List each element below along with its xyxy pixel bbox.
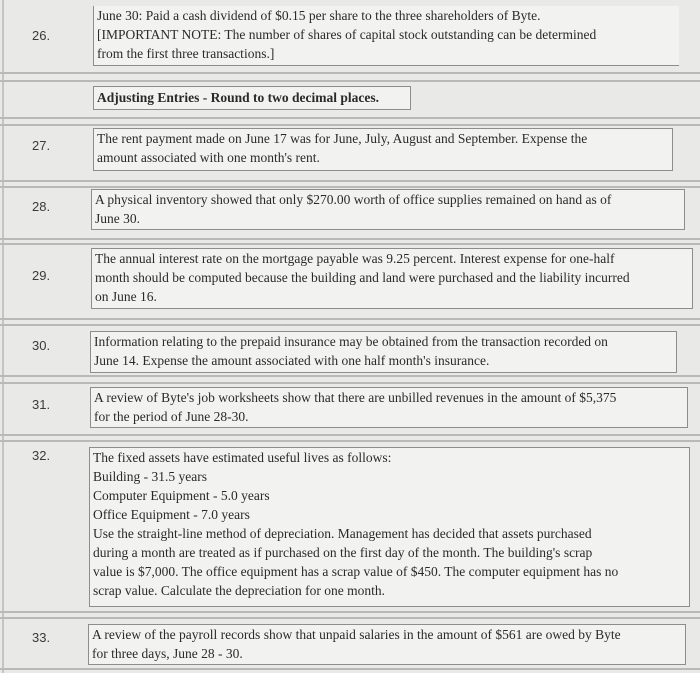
item-text-line: A review of Byte's job worksheets show that there are unbilled revenues in the amount of $5,375	[94, 390, 617, 405]
item-text-box	[91, 248, 693, 309]
item-number: 26.	[32, 28, 51, 43]
item-text-line: [IMPORTANT NOTE: The number of shares of capital stock outstanding can be determined	[97, 27, 597, 42]
row-divider	[0, 72, 700, 74]
row-divider	[0, 324, 700, 326]
row-divider	[0, 80, 700, 82]
item-number: 32.	[32, 448, 51, 463]
item-text-line: Use the straight-line method of depreciation. Management has decided that assets purchased	[93, 526, 592, 541]
row-divider	[0, 382, 700, 384]
item-text-box	[88, 624, 686, 665]
item-text-box	[89, 447, 690, 607]
row-divider	[0, 238, 700, 240]
item-text-line: on June 16.	[95, 289, 157, 304]
row-divider	[0, 617, 700, 619]
row-divider	[0, 124, 700, 126]
row-divider	[0, 375, 700, 377]
item-text-line: The rent payment made on June 17 was for June, July, August and September. Expense the	[97, 131, 588, 146]
row-divider	[0, 180, 700, 182]
item-text-line: month should be computed because the building and land were purchased and the liability incurred	[95, 270, 630, 285]
item-text-line: amount associated with one month's rent.	[97, 150, 320, 165]
item-text-line: scrap value. Calculate the depreciation for one month.	[93, 583, 386, 598]
item-text-line: Information relating to the prepaid insurance may be obtained from the transaction recorded on	[94, 334, 608, 349]
row-divider	[0, 117, 700, 119]
item-text-box	[93, 6, 679, 66]
row-divider	[0, 318, 700, 320]
row-divider	[0, 668, 700, 670]
item-text-line: June 14. Expense the amount associated with one half month's insurance.	[94, 353, 490, 368]
left-border	[2, 0, 4, 673]
item-number: 28.	[32, 199, 51, 214]
item-number: 29.	[32, 268, 51, 283]
item-text-box	[90, 331, 677, 373]
item-text-line: The fixed assets have estimated useful lives as follows:	[93, 450, 392, 465]
item-text-line: The annual interest rate on the mortgage payable was 9.25 percent. Interest expense for one-half	[95, 251, 615, 266]
item-number: 33.	[32, 630, 51, 645]
item-text-line: A review of the payroll records show that unpaid salaries in the amount of $561 are owed by Byte	[92, 627, 621, 642]
item-number: 30.	[32, 338, 51, 353]
item-text-line: value is $7,000. The office equipment has a scrap value of $450. The computer equipment has no	[93, 564, 619, 579]
item-text-line: Computer Equipment - 5.0 years	[93, 488, 270, 503]
item-text-box	[91, 189, 685, 230]
row-divider	[0, 440, 700, 442]
item-text-line: Office Equipment - 7.0 years	[93, 507, 250, 522]
section-header: Adjusting Entries - Round to two decimal places.	[93, 86, 411, 110]
row-divider	[0, 611, 700, 613]
row-divider	[0, 243, 700, 245]
item-number: 31.	[32, 397, 51, 412]
item-text-line: from the first three transactions.]	[97, 46, 275, 61]
item-text-box	[93, 128, 673, 171]
item-text-line: June 30: Paid a cash dividend of $0.15 per share to the three shareholders of Byte.	[97, 8, 541, 23]
item-text-box	[90, 387, 688, 428]
row-divider	[0, 434, 700, 436]
row-divider	[0, 186, 700, 188]
item-number: 27.	[32, 138, 51, 153]
item-text-line: during a month are treated as if purchased on the first day of the month. The building's scrap	[93, 545, 593, 560]
item-text-line: June 30.	[95, 211, 140, 226]
item-text-line: for the period of June 28-30.	[94, 409, 249, 424]
item-text-line: Building - 31.5 years	[93, 469, 207, 484]
item-text-line: for three days, June 28 - 30.	[92, 646, 243, 661]
item-text-line: A physical inventory showed that only $270.00 worth of office supplies remained on hand as of	[95, 192, 612, 207]
